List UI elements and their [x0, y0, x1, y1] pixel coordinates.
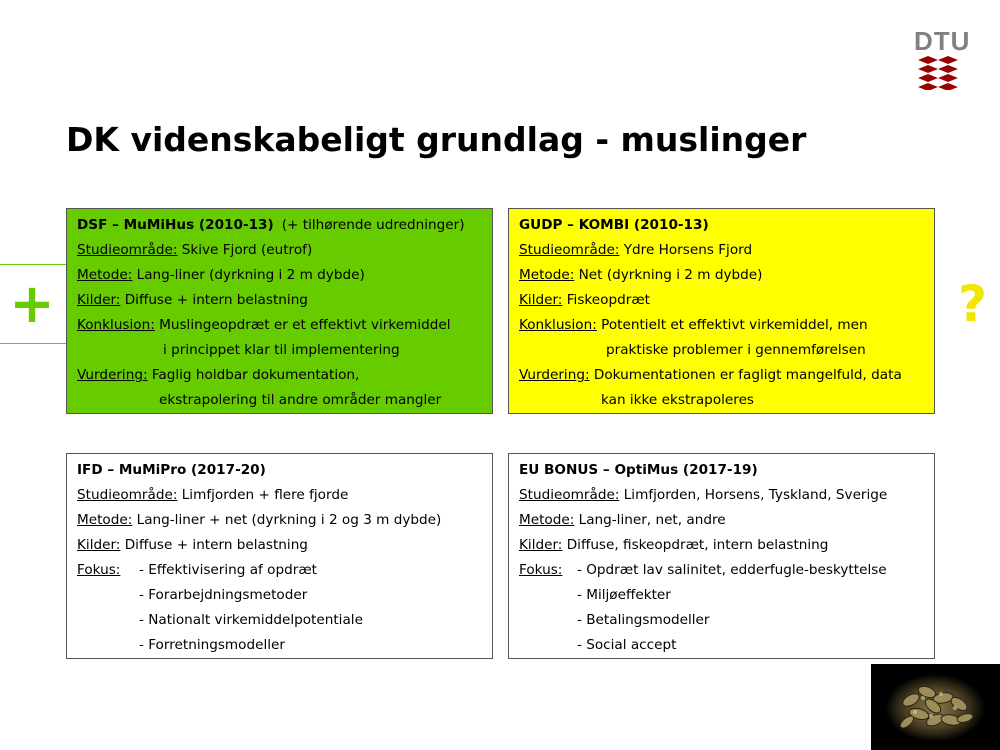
gudp-kombi-box — [508, 208, 935, 414]
assessment-row: Vurdering: Dokumentationen er fagligt mangelfuld, data — [519, 367, 902, 383]
method-row: Metode: Lang-liner (dyrkning i 2 m dybde) — [77, 267, 365, 283]
conclusion-continuation: praktiske problemer i gennemførelsen — [606, 342, 866, 358]
focus-item: - Betalingsmodeller — [577, 612, 710, 628]
mussels-photo — [871, 664, 1000, 750]
method-row: Metode: Lang-liner, net, andre — [519, 512, 726, 528]
focus-item: - Social accept — [577, 637, 677, 653]
sources-row: Kilder: Fiskeopdræt — [519, 292, 650, 308]
study-area-row: Studieområde: Ydre Horsens Fjord — [519, 242, 753, 258]
dtu-logo — [914, 26, 971, 90]
sources-row: Kilder: Diffuse + intern belastning — [77, 292, 308, 308]
conclusion-continuation: i princippet klar til implementering — [163, 342, 400, 358]
conclusion-row: Konklusion: Muslingeopdræt er et effektivt virkemiddel — [77, 317, 451, 333]
assessment-continuation: ekstrapolering til andre områder mangler — [159, 392, 442, 408]
focus-row: Fokus: - Opdræt lav salinitet, edderfugle-beskyttelse — [519, 562, 887, 578]
study-area-row: Studieområde: Limfjorden, Horsens, Tyskland, Sverige — [519, 487, 888, 503]
conclusion-row: Konklusion: Potentielt et effektivt virkemiddel, men — [519, 317, 868, 333]
page-title: DK videnskabeligt grundlag - muslinger — [66, 120, 807, 159]
box-header: GUDP – KOMBI (2010-13) — [519, 217, 709, 233]
ifd-mumipro-box — [66, 453, 493, 659]
study-area-row: Studieområde: Limfjorden + flere fjorde — [77, 487, 349, 503]
focus-item: - Forretningsmodeller — [139, 637, 285, 653]
question-mark-icon: ? — [958, 275, 988, 333]
plus-marker-panel — [0, 264, 66, 344]
focus-item: - Miljøeffekter — [577, 587, 671, 603]
plus-icon: + — [9, 272, 55, 335]
assessment-continuation: kan ikke ekstrapoleres — [601, 392, 755, 408]
method-row: Metode: Lang-liner + net (dyrkning i 2 og 3 m dybde) — [77, 512, 442, 528]
box-header: IFD – MuMiPro (2017-20) — [77, 462, 266, 478]
eu-bonus-optimus-box — [508, 453, 935, 659]
assessment-row: Vurdering: Faglig holdbar dokumentation, — [77, 367, 360, 383]
focus-row: Fokus: - Effektivisering af opdræt — [77, 562, 317, 578]
mussels-image — [871, 664, 1000, 750]
method-row: Metode: Net (dyrkning i 2 m dybde) — [519, 267, 763, 283]
dtu-logo-text: DTU — [914, 26, 971, 56]
sources-row: Kilder: Diffuse + intern belastning — [77, 537, 308, 553]
box-header: EU BONUS – OptiMus (2017-19) — [519, 462, 758, 478]
sources-row: Kilder: Diffuse, fiskeopdræt, intern belastning — [519, 537, 829, 553]
dtu-logo-icon — [918, 56, 958, 90]
study-area-row: Studieområde: Skive Fjord (eutrof) — [77, 242, 313, 258]
box-header: DSF – MuMiHus (2010-13) (+ tilhørende udredninger) — [77, 217, 465, 233]
dsf-mumihus-box — [66, 208, 493, 414]
focus-item: - Forarbejdningsmetoder — [139, 587, 308, 603]
focus-item: - Nationalt virkemiddelpotentiale — [139, 612, 363, 628]
